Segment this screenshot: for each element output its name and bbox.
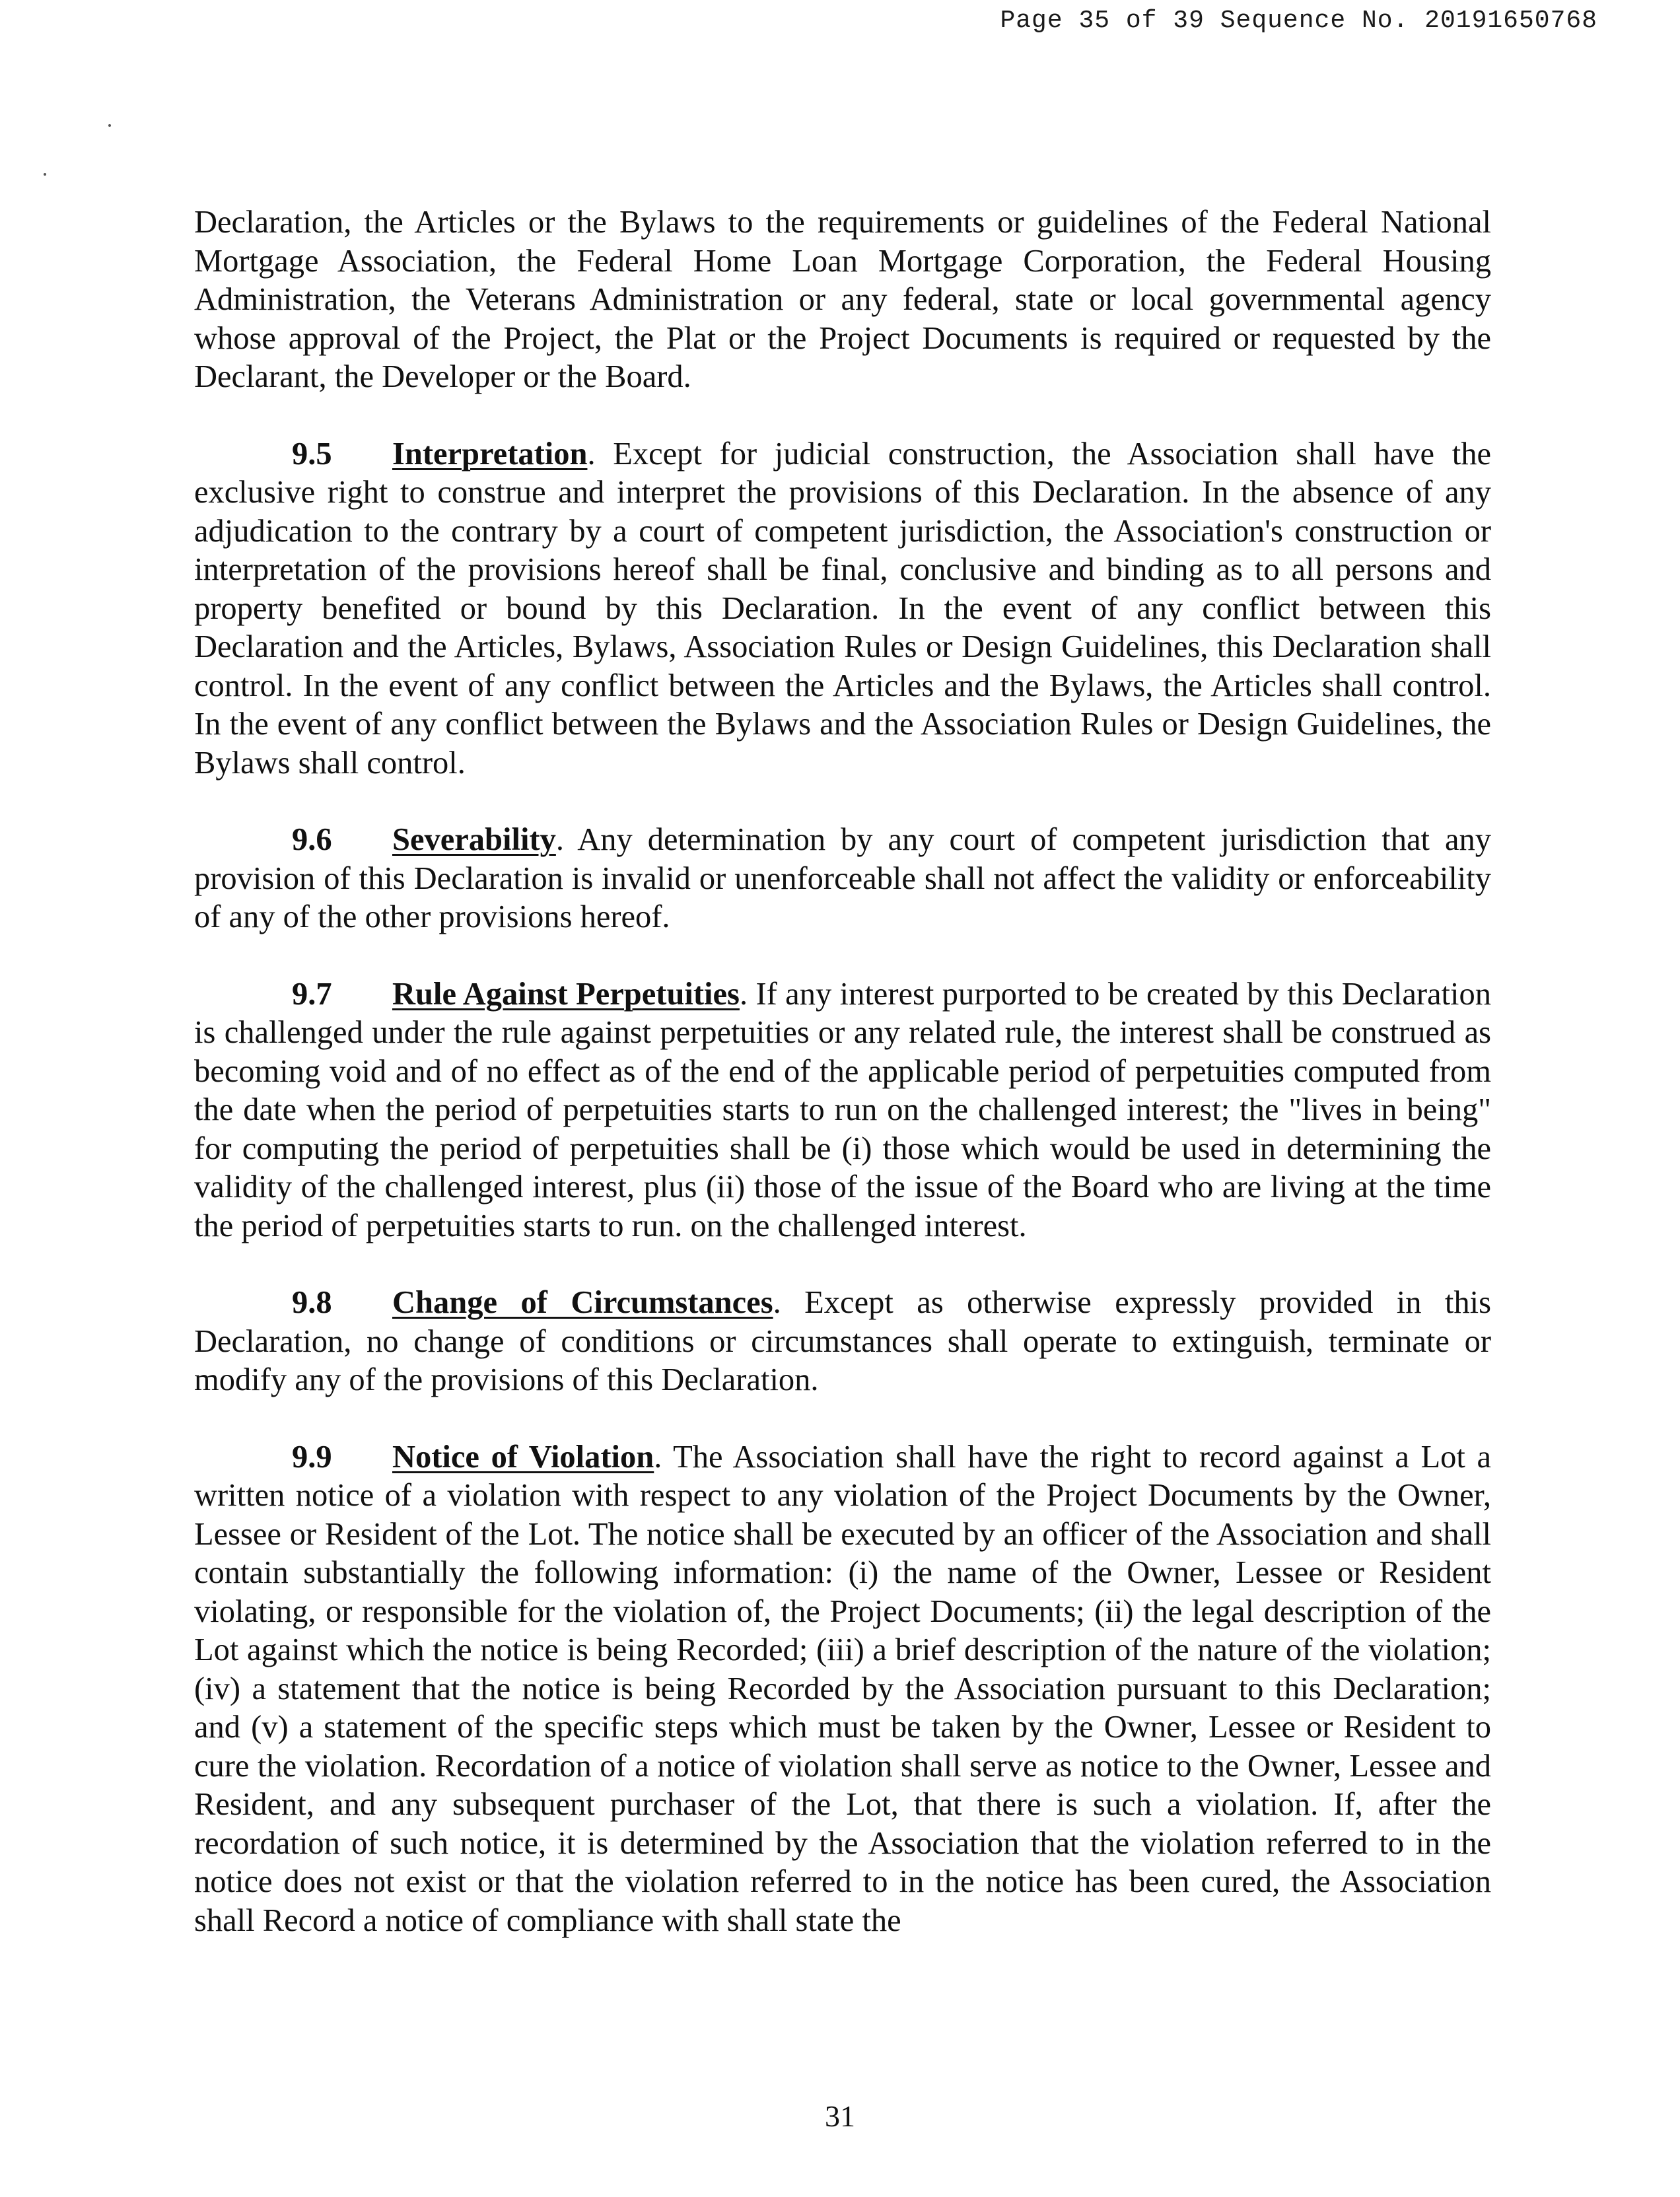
scan-speck [108, 124, 111, 127]
section-text: . The Association shall have the right to record against a Lot a written notice of a violation with respect to any violation of the Project Documents by the Owner, Lessee or Resident of the Lot. The notice shall be executed by an officer of the Association and shall contain substantially the following information: (i) the name of the Owner, Lessee or Resident violating, or responsible for the violation of, the Project Documents; (ii) the legal description of the Lot against which the notice is being Recorded; (iii) a brief description of the nature of the violation; (iv) a statement that the notice is being Recorded by the Association pursuant to this Declaration; and (v) a statement of the specific steps which must be taken by the Owner, Lessee or Resident to cure the violation. Recordation of a notice of violation shall serve as notice to the Owner, Lessee and Resident, and any subsequent purchaser of the Lot, that there is such a violation. If, after the recordation of such notice, it is determined by the Association that the violation referred to in the notice does not exist or that the violation referred to in the notice has been cured, the Association shall Record a notice of compliance with shall state the [194, 1439, 1491, 1938]
section-number: 9.5 [292, 436, 332, 471]
section-title: Rule Against Perpetuities [392, 976, 740, 1012]
section-9-6 [194, 821, 1491, 937]
section-9-9 [194, 1438, 1491, 1941]
section-text: . If any interest purported to be created by this Declaration is challenged under the rule against perpetuities or any related rule, the interest shall be construed as becoming void and of no effect as of the end of the applicable period of perpetuities computed from the date when the period of perpetuities starts to run on the challenged interest; the "lives in being" for computing the period of perpetuities shall be (i) those which would be used in determining the validity of the challenged interest, plus (ii) those of the issue of the Board who are living at the time the period of perpetuities starts to run. on the challenged interest. [194, 976, 1491, 1243]
section-title: Interpretation [392, 436, 588, 471]
section-9-7 [194, 975, 1491, 1246]
section-title: Change of Circumstances [392, 1285, 773, 1320]
page-sequence-stamp: Page 35 of 39 Sequence No. 20191650768 [1000, 7, 1597, 35]
section-number: 9.7 [292, 976, 332, 1012]
section-title: Severability [392, 822, 556, 857]
section-title: Notice of Violation [392, 1439, 654, 1475]
section-number: 9.9 [292, 1439, 332, 1475]
section-text: . Except as otherwise expressly provided in this Declaration, no change of conditions or circumstances shall operate to extinguish, terminate or modify any of the provisions of this Declaration. [194, 1285, 1491, 1397]
document-body [194, 203, 1491, 1978]
section-text: . Except for judicial construction, the Association shall have the exclusive right to construe and interpret the provisions of this Declaration. In the absence of any adjudication to the contrary by a court of competent jurisdiction, the Association's construction or interpretation of the provisions hereof shall be final, conclusive and binding as to all persons and property benefited or bound by this Declaration. In the event of any conflict between this Declaration and the Articles, Bylaws, Association Rules or Design Guidelines, this Declaration shall control. In the event of any conflict between the Articles and the Bylaws, the Articles shall control. In the event of any conflict between the Bylaws and the Association Rules or Design Guidelines, the Bylaws shall control. [194, 436, 1491, 781]
section-9-5 [194, 435, 1491, 783]
section-9-8 [194, 1284, 1491, 1400]
scan-speck [44, 173, 46, 176]
section-number: 9.8 [292, 1285, 332, 1320]
intro-paragraph: Declaration, the Articles or the Bylaws to the requirements or guidelines of the Federal National Mortgage Association, the Federal Home Loan Mortgage Corporation, the Federal Housing Administration, the Veterans Administration or any federal, state or local governmental agency whose approval of the Project, the Plat or the Project Documents is required or requested by the Declarant, the Developer or the Board. [194, 205, 1491, 394]
section-number: 9.6 [292, 822, 332, 857]
section-text: . Any determination by any court of competent jurisdiction that any provision of this Declaration is invalid or unenforceable shall not affect the validity or enforceability of any of the other provisions hereof. [194, 822, 1491, 934]
page-number: 31 [825, 2099, 855, 2133]
